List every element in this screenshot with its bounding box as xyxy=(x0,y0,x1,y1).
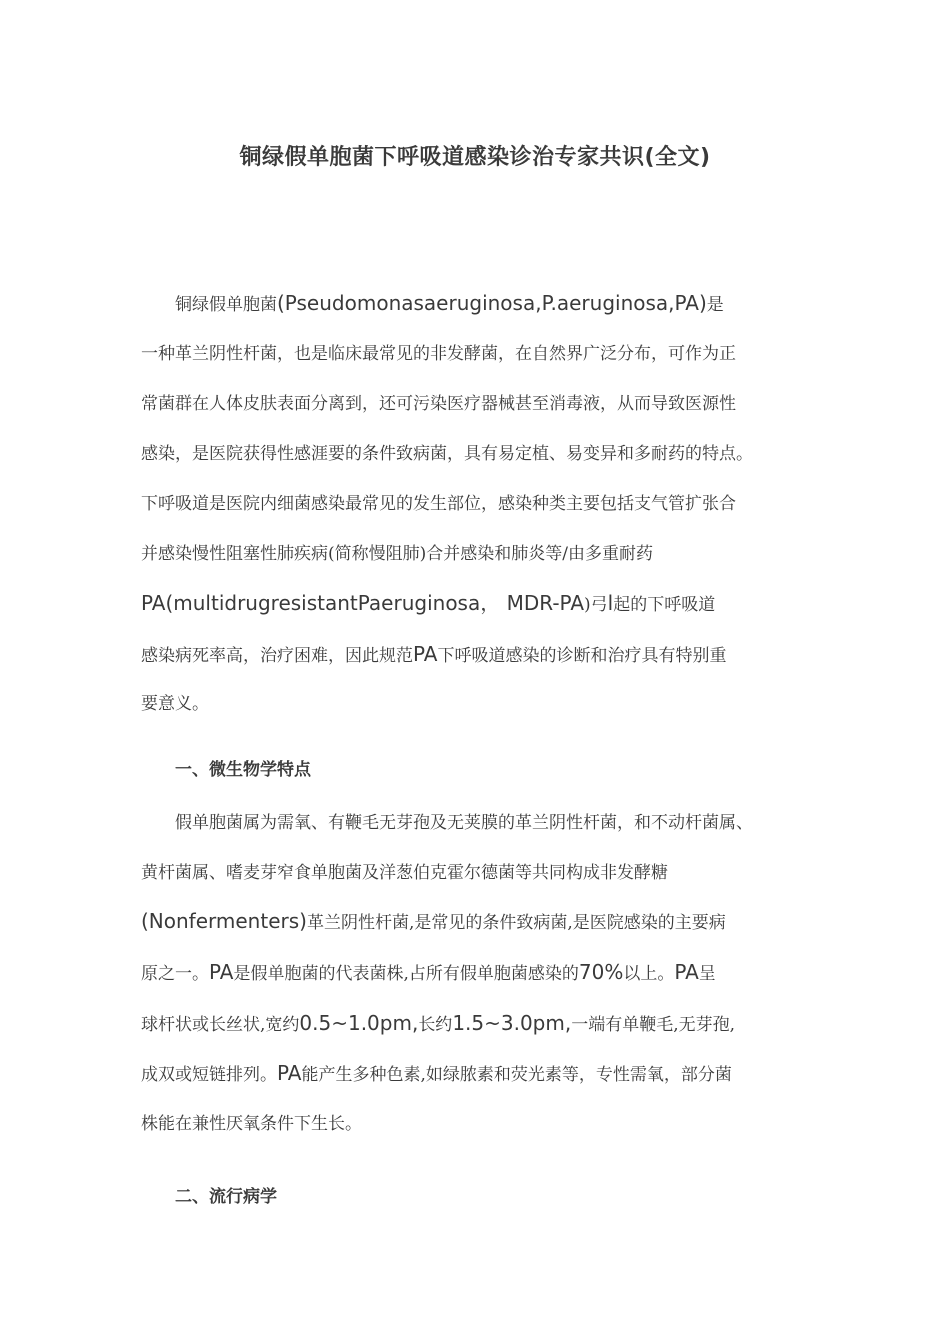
intro-line-8 xyxy=(141,642,726,668)
intro-latin: l xyxy=(607,591,614,615)
intro-line-7 xyxy=(141,591,715,617)
section-1-latin: 0.5~1.0pm, xyxy=(299,1011,419,1035)
intro-text: 下呼吸道感染的诊断和治疗具有特别重 xyxy=(437,646,727,666)
section-1-text: 呈 xyxy=(698,964,716,984)
section-1-text: 是假单胞菌的代表菌株,占所有假单胞菌感染的 xyxy=(233,964,579,984)
intro-line-1 xyxy=(175,291,724,317)
intro-line-6: 并感染慢性阻塞性肺疾病(简称慢阻肺)合并感染和肺炎等/由多重耐药 xyxy=(141,544,653,564)
intro-line-9: 要意义。 xyxy=(141,694,209,714)
intro-latin: (Pseudomonasaeruginosa,P.aeruginosa,PA) xyxy=(277,291,707,315)
intro-latin: PA xyxy=(413,642,438,666)
section-1-latin: PA xyxy=(674,960,699,984)
section-1-line-6 xyxy=(141,1061,732,1087)
intro-text: 是 xyxy=(706,295,724,315)
section-1-latin: 1.5~3.0pm, xyxy=(452,1011,572,1035)
intro-line-4: 感染，是医院获得性感涯要的条件致病菌，具有易定植、易变异和多耐药的特点。 xyxy=(141,444,753,464)
section-1-text: 革兰阴性杆菌,是常见的条件致病菌,是医院感染的主要病 xyxy=(306,913,726,933)
intro-text: 感染病死率高，治疗困难，因此规范 xyxy=(141,646,413,666)
section-1-latin: 70% xyxy=(578,960,624,984)
section-1-line-3 xyxy=(141,909,726,935)
intro-text: 起的下呼吸道 xyxy=(613,595,716,615)
document-title: 铜绿假单胞菌下呼吸道感染诊治专家共识(全文) xyxy=(239,145,711,170)
section-1-line-5 xyxy=(141,1011,735,1037)
section-1-text: 球杆状或长丝状,宽约 xyxy=(141,1015,300,1035)
section-1-text: 以上。 xyxy=(623,964,675,984)
section-1-line-4 xyxy=(141,960,716,986)
intro-text: 铜绿假单胞菌 xyxy=(175,295,277,315)
intro-line-3: 常菌群在人体皮肤表面分离到，还可污染医疗器械甚至消毒液，从而导致医源性 xyxy=(141,394,736,414)
section-1-line-1: 假单胞菌属为需氧、有鞭毛无芽孢及无荚膜的革兰阴性杆菌，和不动杆菌属、 xyxy=(175,813,753,833)
section-1-heading: 一、微生物学特点 xyxy=(175,760,311,780)
section-1-text: 能产生多种色素,如绿脓素和荧光素等，专性需氧，部分菌 xyxy=(301,1065,732,1085)
section-1-text: 长约 xyxy=(418,1015,453,1035)
section-1-line-7: 株能在兼性厌氧条件下生长。 xyxy=(141,1114,362,1134)
section-1-latin: PA xyxy=(209,960,234,984)
intro-latin: PA(multidrugresistantPaeruginosa， MDR-PA xyxy=(141,591,585,615)
intro-line-2: 一种革兰阴性杆菌，也是临床最常见的非发酵菌，在自然界广泛分布，可作为正 xyxy=(141,344,736,364)
section-2-heading: 二、流行病学 xyxy=(175,1187,277,1207)
section-1-latin: (Nonfermenters) xyxy=(141,909,307,933)
section-1-line-2: 黄杆菌属、嗜麦芽窄食单胞菌及洋葱伯克霍尔德菌等共同构成非发酵糖 xyxy=(141,863,668,883)
section-1-text: 成双或短链排列。 xyxy=(141,1065,277,1085)
intro-line-5: 下呼吸道是医院内细菌感染最常见的发生部位，感染种类主要包括支气管扩张合 xyxy=(141,494,736,514)
section-1-latin: PA xyxy=(277,1061,302,1085)
intro-text: )弓 xyxy=(584,595,608,615)
section-1-text: 原之一。 xyxy=(141,964,209,984)
section-1-text: 一端有单鞭毛,无芽孢, xyxy=(571,1015,736,1035)
